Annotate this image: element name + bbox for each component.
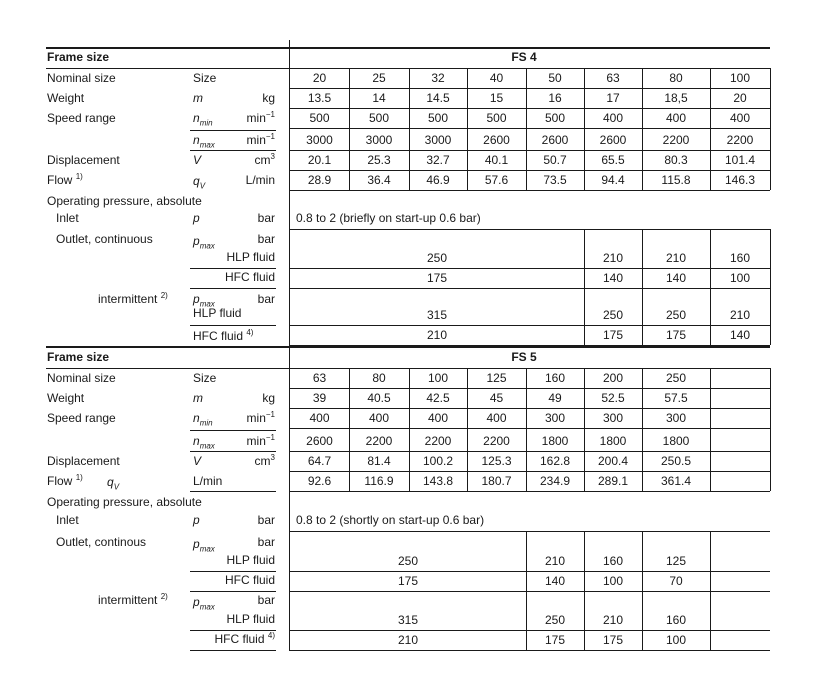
fs4-outlet-hlp-cell-3: 160	[729, 251, 751, 265]
fs4-intermittent-hlp-cell-1: 250	[602, 308, 624, 322]
fs4-col-line-3	[467, 68, 468, 190]
fs4-flow-row-rule	[290, 190, 770, 191]
fs5-disp-label: Displacement	[47, 454, 120, 468]
fs4-outlet-hlp-cell-2: 210	[665, 251, 687, 265]
fs4-nmax-cell-3: 2600	[483, 133, 510, 147]
fs5-flow-cell-4: 234.9	[539, 474, 571, 488]
fs5-speed-label: Speed range	[47, 411, 116, 425]
fs5-nominal-cell-4: 160	[544, 371, 566, 385]
fs5-op-label: Operating pressure, absolute	[47, 495, 202, 509]
fs5-intermittent-symbol: $p_{max}$	[193, 595, 215, 612]
fs4-nmax-cell-4: 2600	[541, 133, 569, 147]
fs4-outlet-hlp-cell-0: 250	[426, 251, 448, 265]
fs5-disp-cell-2: 100.2	[422, 454, 454, 468]
fs4-col-line-4	[526, 68, 527, 190]
fs4-nominal-cell-5: 63	[606, 71, 620, 85]
fs4-intermittent-hlp-cell-0: 315	[426, 308, 448, 322]
fs4-outlet-symbol: $p_{max}$	[193, 234, 215, 251]
fs4-nominal-row-rule	[290, 88, 770, 89]
fs5-intermittent-hlp-cell-2: 210	[602, 613, 624, 627]
fs4-disp-row-rule	[290, 170, 770, 171]
fs4-nmin-underline	[190, 130, 276, 131]
fs4-intermittent-hfc-label: HFC fluid $^{4)}$	[193, 328, 254, 343]
fs5-intermittent-hlp-row-rule	[290, 630, 770, 631]
fs5-col-line-8	[770, 368, 771, 491]
fs5-flow-symbol: $q_V$	[107, 475, 120, 492]
fs4-flow-label: Flow $^{1)}$	[47, 172, 83, 187]
fs4-intermittent-hlp-cell-3: 210	[729, 308, 751, 322]
fs4-weight-label: Weight	[47, 91, 85, 105]
fs5-col-line-3	[467, 368, 468, 491]
fs5-nmin-cell-4: 300	[544, 411, 566, 425]
fs5-nominal-cell-1: 80	[372, 371, 386, 385]
fs4-frame-value: FS 4	[511, 50, 537, 64]
fs5-flow-rule	[190, 491, 276, 492]
fs4-col-line-6	[642, 68, 643, 190]
fs5-outlet-hlp-cell-2: 160	[602, 554, 624, 568]
fs4-intermittent-hfc-cell-3: 140	[729, 328, 751, 342]
fs5-disp-row-rule	[290, 471, 770, 472]
fs4-nominal-cell-1: 25	[372, 71, 386, 85]
fs5-nmin-symbol: $n_{min}$	[193, 411, 213, 428]
fs4-nmax-cell-0: 3000	[306, 133, 333, 147]
fs4-nominal-cell-3: 40	[489, 71, 504, 85]
fs4-nominal-cell-4: 50	[548, 71, 562, 85]
fs5-nmax-cell-0: 2600	[306, 434, 333, 448]
fs4-nmin-cell-2: 500	[427, 111, 449, 125]
fs5-nominal-row-rule	[290, 388, 770, 389]
fs4-disp-cell-3: 40.1	[484, 153, 509, 167]
fs5-flow-cell-0: 92.6	[307, 474, 332, 488]
fs4-weight-cell-4: 16	[548, 91, 562, 105]
fs5-inlet-rule	[290, 531, 770, 532]
fs5-col-line-7	[710, 368, 711, 491]
fs5-pressure-col-line-4	[526, 531, 527, 650]
fs5-outlet-hfc-cell-3: 70	[669, 574, 683, 588]
fs5-flow-cell-1: 116.9	[364, 474, 394, 488]
fs5-weight-cell-2: 42.5	[426, 391, 450, 405]
fs4-intermittent-hlp-row-rule	[290, 325, 770, 326]
fs4-nmin-cell-1: 500	[368, 111, 390, 125]
fs5-outlet-hlp-cell-1: 210	[544, 554, 566, 568]
fs4-disp-cell-5: 65.5	[601, 153, 625, 167]
fs4-inlet-label: Inlet	[56, 211, 79, 225]
fs4-weight-symbol: m	[193, 91, 203, 105]
fs5-inlet-note: 0.8 to 2 (shortly on start-up 0.6 bar)	[296, 513, 485, 527]
fs5-int-hfc-rule	[190, 650, 276, 651]
fs5-outlet-hfc-cell-1: 140	[544, 574, 566, 588]
fs4-intermittent-hlp-cell-2: 250	[665, 308, 687, 322]
fs5-outlet-unit: bar	[257, 535, 275, 549]
fs5-intermittent-hfc-cell-0: 210	[397, 633, 419, 647]
fs5-pressure-col-line-5	[584, 531, 585, 650]
fs5-outlet-hfc-rule	[190, 591, 276, 592]
fs4-flow-cell-0: 28.9	[307, 173, 332, 187]
fs5-pressure-col-line-7	[710, 531, 711, 650]
fs5-intermittent-hfc-label: HFC fluid $^{4)}$	[214, 631, 275, 646]
fs5-nominal-cell-3: 125	[486, 371, 507, 385]
fs5-disp-cell-4: 162.8	[539, 454, 571, 468]
fs5-nmax-cell-4: 1800	[541, 434, 569, 448]
fs4-inlet-rule	[290, 229, 770, 230]
fs4-disp-unit: $cm^3$	[254, 152, 275, 167]
fs4-disp-cell-2: 32.7	[426, 153, 450, 167]
fs5-intermittent-label: intermittent $^{2)}$	[98, 592, 168, 607]
fs5-nmax-cell-2: 2200	[424, 434, 452, 448]
fs5-nmax-cell-1: 2200	[365, 434, 393, 448]
fs4-disp-symbol: V	[193, 153, 202, 167]
fs5-col-line-2	[409, 368, 410, 491]
fs4-nominal-cell-7: 100	[729, 71, 751, 85]
fs4-disp-cell-6: 80.3	[664, 153, 688, 167]
fs4-flow-cell-5: 94.4	[601, 173, 625, 187]
fs5-weight-cell-1: 40.5	[367, 391, 391, 405]
fs5-nmax-unit: $\min^{-1}$	[246, 433, 275, 448]
fs4-weight-cell-1: 14	[372, 91, 386, 105]
fs5-nmax-underline	[190, 451, 276, 452]
fs5-outlet-hlp-cell-0: 250	[397, 554, 419, 568]
fs5-flow-cell-5: 289.1	[597, 474, 629, 488]
fs5-outlet-hlp-row-rule	[290, 571, 770, 572]
fs5-nmax-cell-5: 1800	[599, 434, 627, 448]
fs4-speed-label: Speed range	[47, 111, 116, 125]
fs4-pressure-col-line-8	[770, 229, 771, 345]
fs4-intermittent-unit: bar	[257, 292, 275, 306]
fs5-flow-cell-3: 180.7	[481, 474, 512, 488]
fs5-weight-unit: kg	[262, 391, 275, 405]
fs5-weight-cell-5: 52.5	[601, 391, 625, 405]
fs4-weight-unit: kg	[262, 91, 275, 105]
fs4-nmax-symbol: $n_{max}$	[193, 133, 215, 150]
fs4-intermittent-hfc-row-rule	[290, 345, 770, 346]
fs4-pressure-col-line-7	[710, 229, 711, 345]
fs4-outlet-hfc-label: HFC fluid	[224, 270, 275, 284]
fs4-intermittent-symbol: $p_{max}$	[193, 292, 215, 309]
fs4-outlet-label: Outlet, continuous	[56, 232, 153, 246]
fs4-weight-cell-7: 20	[733, 91, 747, 105]
fs4-flow-cell-4: 73.5	[543, 173, 567, 187]
fs4-nmin-cell-4: 500	[544, 111, 566, 125]
fs4-nmax-cell-7: 2200	[726, 133, 754, 147]
fs4-weight-row-rule	[290, 108, 770, 109]
fs5-col-line-1	[349, 368, 350, 491]
fs5-disp-cell-5: 200.4	[597, 454, 629, 468]
fs4-nmax-cell-1: 3000	[365, 133, 393, 147]
fs4-col-line-8	[770, 68, 771, 190]
fs4-nmax-row-rule	[290, 150, 770, 151]
fs5-intermittent-unit: bar	[257, 593, 275, 607]
fs4-col-line-1	[349, 68, 350, 190]
fs4-flow-symbol: $q_V$	[193, 174, 206, 191]
fs5-weight-cell-6: 57.5	[664, 391, 688, 405]
fs5-inlet-unit: bar	[257, 513, 275, 527]
fs4-nmin-symbol: $n_{min}$	[193, 111, 213, 128]
fs5-frame-value: FS 5	[511, 350, 537, 364]
fs4-disp-cell-4: 50.7	[543, 153, 567, 167]
fs5-nominal-cell-5: 200	[602, 371, 624, 385]
fs4-nmin-cell-0: 500	[309, 111, 330, 125]
fs5-header-rule	[46, 368, 770, 369]
fs4-outlet-hfc-rule	[190, 288, 276, 289]
fs5-intermittent-hlp-cell-3: 160	[665, 613, 687, 627]
fs5-inlet-label: Inlet	[56, 513, 79, 527]
fs4-weight-cell-2: 14.5	[426, 91, 450, 105]
fs5-outlet-hfc-cell-0: 175	[397, 574, 419, 588]
fs4-nmin-row-rule	[290, 128, 770, 129]
fs5-disp-cell-1: 81.4	[367, 454, 391, 468]
fs4-header-rule	[46, 68, 770, 69]
fs4-flow-cell-7: 146.3	[724, 173, 756, 187]
fs5-nmax-row-rule	[290, 451, 770, 452]
fs5-nmin-cell-5: 300	[602, 411, 624, 425]
fs4-intermittent-hfc-cell-0: 210	[426, 328, 448, 342]
fs4-op-label: Operating pressure, absolute	[47, 194, 202, 208]
fs5-nominal-cell-2: 100	[427, 371, 449, 385]
fs5-nominal-label: Nominal size	[47, 371, 116, 385]
fs4-outlet-hfc-cell-0: 175	[426, 271, 448, 285]
fs5-int-hlp-rule	[190, 630, 276, 631]
fs4-pressure-col-line-6	[642, 229, 643, 345]
fs5-intermittent-hlp-cell-0: 315	[397, 613, 419, 627]
fs5-flow-row-rule	[290, 491, 770, 492]
fs5-frame-label: Frame size	[47, 350, 110, 364]
fs5-outlet-hlp-label: HLP fluid	[226, 553, 275, 567]
fs4-col-line-7	[710, 68, 711, 190]
fs4-nominal-symbol: Size	[193, 71, 217, 85]
fs4-inlet-unit: bar	[257, 211, 275, 225]
fs5-nmin-underline	[190, 430, 276, 431]
fs4-weight-cell-3: 15	[489, 91, 504, 105]
fs4-flow-cell-6: 115.8	[661, 173, 691, 187]
fs4-frame-label: Frame size	[47, 50, 110, 64]
fs4-weight-cell-5: 17	[606, 91, 620, 105]
fs4-nominal-cell-6: 80	[669, 71, 683, 85]
fs4-weight-cell-0: 13.5	[307, 91, 332, 105]
fs5-nmax-symbol: $n_{max}$	[193, 434, 215, 451]
fs5-intermittent-hlp-label: HLP fluid	[226, 612, 275, 626]
fs4-outlet-hfc-row-rule	[290, 288, 770, 289]
fs4-flow-cell-1: 36.4	[367, 173, 391, 187]
fs5-nmin-cell-1: 400	[368, 411, 390, 425]
fs5-intermittent-hfc-cell-3: 100	[665, 633, 687, 647]
fs5-flow-cell-6: 361.4	[660, 474, 692, 488]
fs5-nmin-cell-0: 400	[309, 411, 330, 425]
fs5-nmin-cell-3: 400	[486, 411, 507, 425]
fs4-intermittent-hfc-cell-2: 175	[665, 328, 687, 342]
fs5-nominal-symbol: Size	[193, 371, 217, 385]
fs4-flow-unit: L/min	[245, 173, 275, 187]
fs5-nmin-cell-2: 400	[427, 411, 449, 425]
fs5-outlet-symbol: $p_{max}$	[193, 537, 215, 554]
fs4-flow-cell-2: 46.9	[426, 173, 450, 187]
fs4-outlet-hlp-row-rule	[290, 268, 770, 269]
fs5-disp-symbol: V	[193, 454, 202, 468]
fs4-intermittent-hlp-label: HLP fluid	[193, 306, 242, 320]
fs4-disp-cell-1: 25.3	[367, 153, 391, 167]
fs4-outlet-hlp-rule	[190, 268, 276, 269]
fs5-disp-cell-6: 250.5	[660, 454, 692, 468]
fs5-intermittent-hlp-cell-1: 250	[544, 613, 566, 627]
fs4-outlet-hlp-cell-1: 210	[602, 251, 624, 265]
fs5-outlet-hfc-row-rule	[290, 591, 770, 592]
fs5-weight-label: Weight	[47, 391, 85, 405]
fs5-col-line-4	[526, 368, 527, 491]
fs4-nmin-cell-7: 400	[729, 111, 751, 125]
fs4-weight-cell-6: 18,5	[664, 91, 688, 105]
fs4-disp-cell-7: 101.4	[724, 153, 756, 167]
fs5-inlet-symbol: p	[193, 513, 200, 527]
fs4-outlet-hfc-cell-1: 140	[602, 271, 624, 285]
fs5-outlet-hfc-label: HFC fluid	[224, 573, 275, 587]
fs5-weight-cell-3: 45	[489, 391, 504, 405]
fs4-top-rule	[46, 47, 770, 49]
fs5-disp-unit: $cm^3$	[254, 453, 275, 468]
fs5-pressure-col-line-6	[642, 531, 643, 650]
fs5-disp-cell-3: 125.3	[481, 454, 512, 468]
fs4-nmax-cell-6: 2200	[662, 133, 690, 147]
fs5-nmin-cell-6: 300	[665, 411, 687, 425]
fs4-nmin-unit: $\min^{-1}$	[246, 110, 275, 125]
fs4-intermittent-hfc-cell-1: 175	[602, 328, 624, 342]
fs5-flow-unit: L/min	[193, 474, 223, 488]
fs5-outlet-hlp-cell-3: 125	[665, 554, 687, 568]
fs5-flow-label: Flow $^{1)}$	[47, 473, 83, 488]
fs4-outlet-unit: bar	[257, 232, 275, 246]
fs4-nominal-label: Nominal size	[47, 71, 116, 85]
fs4-outlet-hlp-label: HLP fluid	[226, 250, 275, 264]
fs5-outlet-hlp-rule	[190, 571, 276, 572]
fs5-intermittent-hfc-cell-1: 175	[544, 633, 566, 647]
fs5-nominal-cell-6: 250	[665, 371, 687, 385]
fs5-nmax-cell-6: 1800	[662, 434, 690, 448]
fs4-col-line-5	[584, 68, 585, 190]
fs4-nmin-cell-6: 400	[665, 111, 687, 125]
fs5-weight-row-rule	[290, 408, 770, 409]
fs4-bottom-rule	[46, 346, 770, 348]
fs4-pressure-col-line-5	[584, 229, 585, 345]
fs5-nominal-cell-0: 63	[312, 371, 327, 385]
fs5-flow-cell-2: 143.8	[422, 474, 454, 488]
fs5-col-line-5	[584, 368, 585, 491]
fs4-nominal-cell-2: 32	[431, 71, 445, 85]
fs5-nmin-row-rule	[290, 428, 770, 429]
fs5-disp-cell-0: 64.7	[307, 454, 332, 468]
fs4-inlet-symbol: p	[193, 211, 200, 225]
fs4-outlet-hfc-cell-2: 140	[665, 271, 687, 285]
fs4-nmin-cell-5: 400	[602, 111, 624, 125]
fs5-intermittent-hfc-cell-2: 175	[602, 633, 624, 647]
fs5-intermittent-hfc-row-rule	[290, 650, 770, 651]
fs4-col-line-2	[409, 68, 410, 190]
fs5-weight-cell-4: 49	[548, 391, 562, 405]
fs4-disp-label: Displacement	[47, 153, 120, 167]
fs4-inlet-note: 0.8 to 2 (briefly on start-up 0.6 bar)	[296, 211, 481, 225]
fs5-nmax-cell-3: 2200	[483, 434, 510, 448]
fs5-weight-symbol: m	[193, 391, 203, 405]
fs5-weight-cell-0: 39	[312, 391, 327, 405]
fs5-outlet-label: Outlet, continous	[56, 535, 147, 549]
fs4-intermittent-label: intermittent $^{2)}$	[98, 291, 168, 306]
fs5-outlet-hfc-cell-2: 100	[602, 574, 624, 588]
fs5-nmin-unit: $\min^{-1}$	[246, 410, 275, 425]
fs4-nmax-unit: $\min^{-1}$	[246, 132, 275, 147]
fs5-col-line-6	[642, 368, 643, 491]
fs4-flow-cell-3: 57.6	[484, 173, 509, 187]
fs4-disp-cell-0: 20.1	[307, 153, 332, 167]
fs4-nmax-underline	[190, 150, 276, 151]
fs4-outlet-hfc-cell-3: 100	[729, 271, 751, 285]
fs4-int-hlp-rule	[190, 325, 276, 326]
fs4-nominal-cell-0: 20	[312, 71, 327, 85]
fs4-nmax-cell-5: 2600	[599, 133, 627, 147]
fs4-nmax-cell-2: 3000	[424, 133, 452, 147]
fs4-nmin-cell-3: 500	[486, 111, 507, 125]
